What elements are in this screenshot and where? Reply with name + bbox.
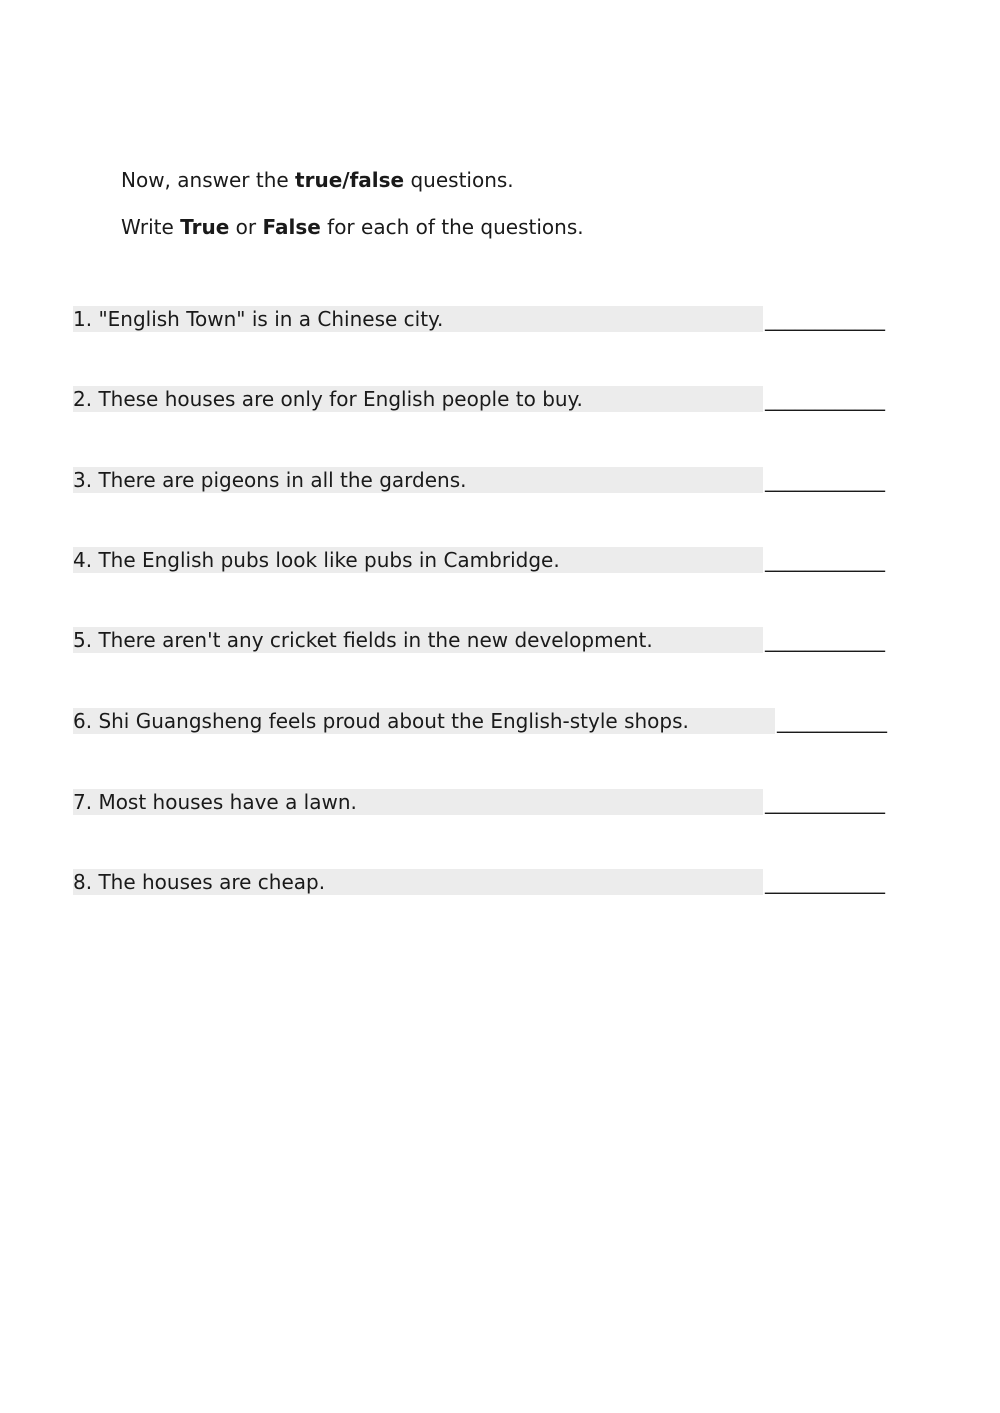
question-row-3	[73, 467, 885, 493]
question-text: 7. Most houses have a lawn.	[73, 790, 357, 814]
question-row-6	[73, 708, 887, 734]
question-text: 8. The houses are cheap.	[73, 870, 326, 894]
instruction-2-mid: or	[229, 215, 263, 239]
instruction-2-post: for each of the questions.	[320, 215, 584, 239]
answer-blank[interactable]: ____________	[765, 548, 885, 572]
question-row-1	[73, 306, 885, 332]
answer-blank[interactable]: ____________	[765, 387, 885, 411]
question-row-8	[73, 869, 885, 895]
question-text: 1. "English Town" is in a Chinese city.	[73, 307, 444, 331]
instruction-2-pre: Write	[121, 215, 181, 239]
question-row-7	[73, 789, 885, 815]
question-text: 6. Shi Guangsheng feels proud about the English-style shops.	[73, 709, 689, 733]
instruction-2-true: True	[180, 215, 230, 239]
question-row-4	[73, 547, 885, 573]
question-text: 2. These houses are only for English people to buy.	[73, 387, 583, 411]
answer-blank[interactable]: ____________	[765, 468, 885, 492]
question-row-5	[73, 627, 885, 653]
question-row-2	[73, 386, 885, 412]
instruction-1-pre: Now, answer the	[121, 168, 296, 192]
answer-blank[interactable]: ____________	[765, 628, 885, 652]
question-text: 5. There aren't any cricket fields in the new development.	[73, 628, 653, 652]
instruction-1-bold: true/false	[295, 168, 405, 192]
instruction-2-false: False	[262, 215, 321, 239]
answer-blank[interactable]: ____________	[765, 307, 885, 331]
answer-blank[interactable]: ____________	[765, 870, 885, 894]
answer-blank[interactable]: ____________	[765, 790, 885, 814]
question-text: 4. The English pubs look like pubs in Cambridge.	[73, 548, 560, 572]
question-text: 3. There are pigeons in all the gardens.	[73, 468, 467, 492]
instruction-1-post: questions.	[404, 168, 514, 192]
answer-blank[interactable]: ___________	[777, 709, 887, 733]
